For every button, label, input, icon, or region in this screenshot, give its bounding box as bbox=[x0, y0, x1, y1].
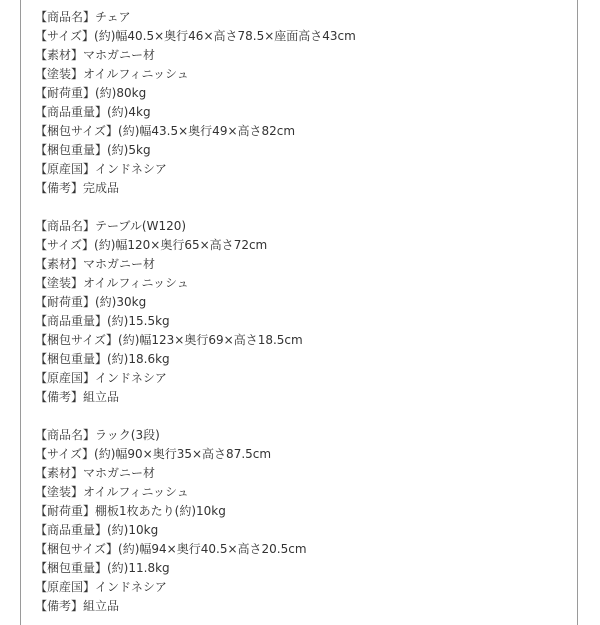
spec-finish: 【塗装】オイルフィニッシュ bbox=[35, 276, 189, 290]
spec-package-size: 【梱包サイズ】(約)幅123×奥行69×高さ18.5cm bbox=[35, 333, 303, 347]
spec-notes: 【備考】組立品 bbox=[35, 599, 120, 613]
spec-origin: 【原産国】インドネシア bbox=[35, 162, 167, 176]
spec-notes: 【備考】組立品 bbox=[35, 390, 120, 404]
spec-product-weight: 【商品重量】(約)4kg bbox=[35, 105, 151, 119]
spec-package-size: 【梱包サイズ】(約)幅94×奥行40.5×高さ20.5cm bbox=[35, 542, 307, 556]
spec-product-name: 【商品名】ラック(3段) bbox=[35, 428, 160, 442]
spec-material: 【素材】マホガニー材 bbox=[35, 466, 156, 480]
spec-origin: 【原産国】インドネシア bbox=[35, 580, 167, 594]
spec-product-name: 【商品名】テーブル(W120) bbox=[35, 219, 187, 233]
product-spec-rack bbox=[35, 426, 575, 616]
spec-package-weight: 【梱包重量】(約)18.6kg bbox=[35, 352, 170, 366]
spec-origin: 【原産国】インドネシア bbox=[35, 371, 167, 385]
spec-load-capacity: 【耐荷重】棚板1枚あたり(約)10kg bbox=[35, 504, 226, 518]
product-spec-chair bbox=[35, 8, 575, 198]
spec-size: 【サイズ】(約)幅40.5×奥行46×高さ78.5×座面高さ43cm bbox=[35, 29, 356, 43]
spec-product-name: 【商品名】チェア bbox=[35, 10, 131, 24]
spec-load-capacity: 【耐荷重】(約)80kg bbox=[35, 86, 147, 100]
spec-product-weight: 【商品重量】(約)10kg bbox=[35, 523, 159, 537]
spec-product-weight: 【商品重量】(約)15.5kg bbox=[35, 314, 170, 328]
spec-package-weight: 【梱包重量】(約)11.8kg bbox=[35, 561, 170, 575]
spec-notes: 【備考】完成品 bbox=[35, 181, 120, 195]
product-spec-table bbox=[35, 217, 575, 407]
spec-package-size: 【梱包サイズ】(約)幅43.5×奥行49×高さ82cm bbox=[35, 124, 296, 138]
spec-material: 【素材】マホガニー材 bbox=[35, 257, 156, 271]
spec-size: 【サイズ】(約)幅90×奥行35×高さ87.5cm bbox=[35, 447, 272, 461]
spec-package-weight: 【梱包重量】(約)5kg bbox=[35, 143, 151, 157]
spec-load-capacity: 【耐荷重】(約)30kg bbox=[35, 295, 147, 309]
spec-finish: 【塗装】オイルフィニッシュ bbox=[35, 485, 189, 499]
spec-material: 【素材】マホガニー材 bbox=[35, 48, 156, 62]
spec-size: 【サイズ】(約)幅120×奥行65×高さ72cm bbox=[35, 238, 268, 252]
spec-finish: 【塗装】オイルフィニッシュ bbox=[35, 67, 189, 81]
